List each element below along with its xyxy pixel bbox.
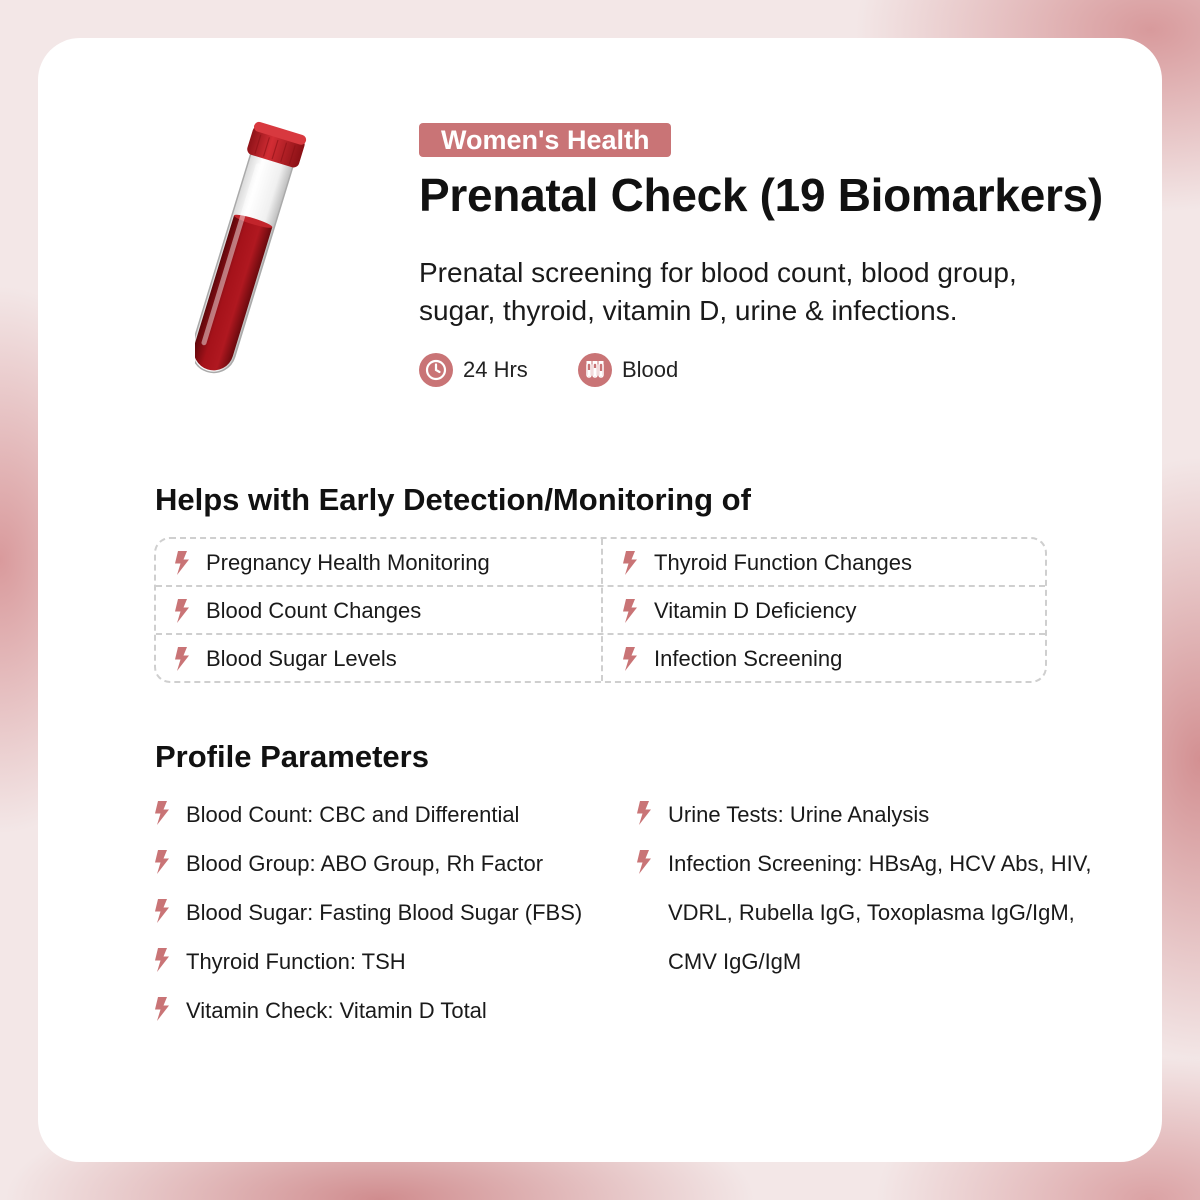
parameter-item-continued: VDRL, Rubella IgG, Toxoplasma IgG/IgM, <box>668 900 1075 925</box>
lightning-bolt-icon <box>620 646 640 672</box>
sample-type <box>578 353 678 387</box>
detection-item: Blood Sugar Levels <box>156 635 397 682</box>
parameters-left-list <box>152 790 582 1035</box>
parameters-right-list <box>634 790 1092 986</box>
detection-item: Infection Screening <box>604 635 842 682</box>
description-line: sugar, thyroid, vitamin D, urine & infections. <box>419 295 958 326</box>
parameter-item: Blood Count: CBC and Differential <box>152 790 582 839</box>
parameter-item: Thyroid Function: TSH <box>152 937 582 986</box>
parameter-item: Infection Screening: HBsAg, HCV Abs, HIV, <box>634 839 1092 888</box>
lightning-bolt-icon <box>152 996 172 1022</box>
lightning-bolt-icon <box>620 598 640 624</box>
lightning-bolt-icon <box>620 550 640 576</box>
test-description <box>419 254 1119 330</box>
lightning-bolt-icon <box>152 800 172 826</box>
lightning-bolt-icon <box>634 849 654 875</box>
parameter-item: Urine Tests: Urine Analysis <box>634 790 1092 839</box>
detection-item: Pregnancy Health Monitoring <box>156 539 490 586</box>
lightning-bolt-icon <box>152 849 172 875</box>
parameter-item-continued: CMV IgG/IgM <box>668 949 802 974</box>
parameter-item: Vitamin Check: Vitamin D Total <box>152 986 582 1035</box>
lightning-bolt-icon <box>152 898 172 924</box>
lightning-bolt-icon <box>172 646 192 672</box>
lightning-bolt-icon <box>172 550 192 576</box>
parameter-item: Blood Sugar: Fasting Blood Sugar (FBS) <box>152 888 582 937</box>
lightning-bolt-icon <box>172 598 192 624</box>
detection-item: Vitamin D Deficiency <box>604 587 857 634</box>
detection-heading: Helps with Early Detection/Monitoring of <box>155 482 751 517</box>
detection-item: Blood Count Changes <box>156 587 421 634</box>
parameters-heading: Profile Parameters <box>155 739 429 774</box>
parameter-item: Blood Group: ABO Group, Rh Factor <box>152 839 582 888</box>
description-line: Prenatal screening for blood count, blood group, <box>419 257 1017 288</box>
lightning-bolt-icon <box>152 947 172 973</box>
detection-grid <box>154 537 1047 683</box>
blood-test-tube-icon <box>195 120 335 395</box>
grid-divider <box>601 539 603 681</box>
detection-item: Thyroid Function Changes <box>604 539 912 586</box>
page-title: Prenatal Check (19 Biomarkers) <box>419 169 1103 221</box>
lightning-bolt-icon <box>634 800 654 826</box>
turnaround-time <box>419 353 528 387</box>
test-tubes-icon <box>578 353 612 387</box>
clock-icon <box>419 353 453 387</box>
sample-label: Blood <box>622 357 679 382</box>
category-badge: Women's Health <box>419 123 671 157</box>
turnaround-label: 24 Hrs <box>463 357 528 382</box>
